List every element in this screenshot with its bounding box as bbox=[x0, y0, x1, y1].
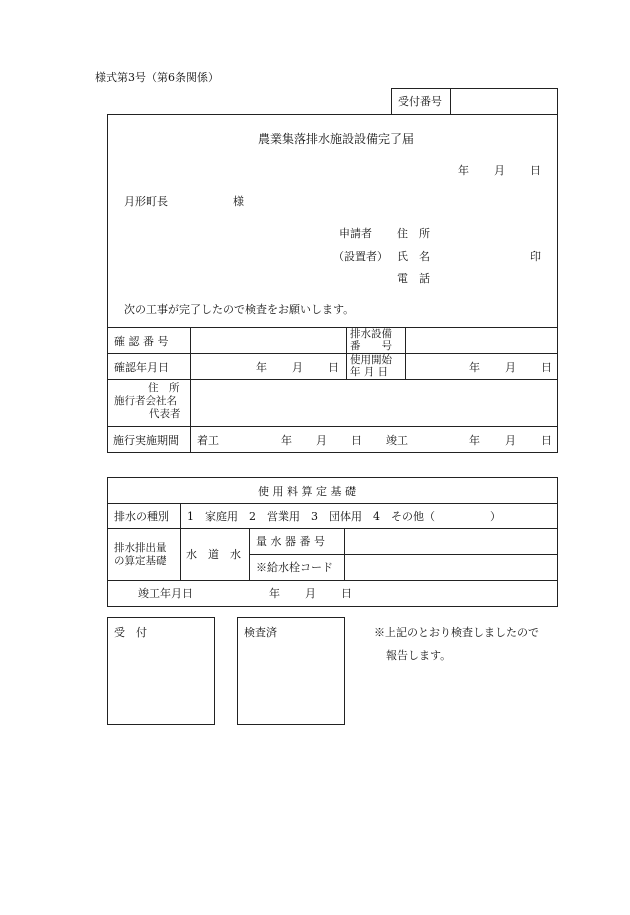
installer-label: （設置者） bbox=[333, 250, 388, 263]
end-month: 月 bbox=[505, 434, 516, 447]
date-day: 日 bbox=[530, 164, 541, 177]
tap-code-label: ※給水栓コード bbox=[256, 561, 333, 574]
addressee-name: 月形町長 bbox=[124, 195, 168, 208]
calc-basis-label-1: 排水排出量 bbox=[114, 542, 167, 554]
form-title: 農業集落排水施設設備完了届 bbox=[258, 132, 415, 146]
usage-fee-title: 使 用 料 算 定 基 礎 bbox=[258, 485, 356, 498]
period-label: 施行実施期間 bbox=[113, 434, 179, 447]
use-start-year: 年 bbox=[469, 361, 480, 374]
start-label: 着工 bbox=[197, 434, 219, 447]
start-day: 日 bbox=[351, 434, 362, 447]
drain-equip-number-label-2: 番 号 bbox=[350, 340, 392, 352]
drain-type-label: 排水の種別 bbox=[114, 510, 169, 523]
end-label: 竣工 bbox=[386, 434, 408, 447]
confirm-date-day: 日 bbox=[328, 361, 339, 374]
use-start-day: 日 bbox=[541, 361, 552, 374]
completion-date-label: 竣工年月日 bbox=[138, 587, 193, 600]
completion-date-day: 日 bbox=[341, 587, 352, 600]
inspected-label: 検査済 bbox=[244, 626, 277, 639]
use-start-label-2: 年 月 日 bbox=[350, 366, 389, 378]
date-year: 年 bbox=[458, 164, 469, 177]
use-start-label-1: 使用開始 bbox=[350, 354, 392, 366]
end-day: 日 bbox=[541, 434, 552, 447]
confirm-date-year: 年 bbox=[256, 361, 267, 374]
calc-basis-label-2: の算定基礎 bbox=[114, 555, 167, 567]
name-label: 氏 名 bbox=[397, 250, 430, 263]
start-year: 年 bbox=[281, 434, 292, 447]
meter-number-label: 量 水 器 番 号 bbox=[256, 535, 325, 548]
request-text: 次の工事が完了したので検査をお願いします。 bbox=[124, 303, 355, 316]
start-month: 月 bbox=[316, 434, 327, 447]
seal-mark: 印 bbox=[530, 250, 541, 263]
drain-equip-number-label-1: 排水設備 bbox=[350, 328, 392, 340]
use-start-month: 月 bbox=[505, 361, 516, 374]
report-note-1: ※上記のとおり検査しましたので bbox=[374, 626, 539, 639]
contractor-rep-label: 代表者 bbox=[149, 408, 181, 420]
water-label: 水 道 水 bbox=[186, 548, 241, 561]
date-month: 月 bbox=[494, 164, 505, 177]
contractor-address-label: 住 所 bbox=[148, 382, 180, 394]
reception-label: 受 付 bbox=[114, 626, 147, 639]
confirm-date-label: 確認年月日 bbox=[114, 361, 169, 374]
phone-label: 電 話 bbox=[397, 272, 430, 285]
contractor-company-label: 施行者会社名 bbox=[114, 395, 177, 407]
receipt-number-label: 受付番号 bbox=[398, 95, 442, 108]
drain-type-options: 1 家庭用 2 営業用 3 団体用 4 その他（ ） bbox=[187, 510, 501, 523]
applicant-label: 申請者 bbox=[339, 227, 372, 240]
completion-date-month: 月 bbox=[305, 587, 316, 600]
form-id: 様式第3号（第6条関係） bbox=[95, 71, 219, 84]
end-year: 年 bbox=[469, 434, 480, 447]
confirm-number-label: 確 認 番 号 bbox=[114, 335, 169, 348]
address-label: 住 所 bbox=[397, 227, 430, 240]
completion-date-year: 年 bbox=[269, 587, 280, 600]
confirm-date-month: 月 bbox=[292, 361, 303, 374]
addressee-honorific: 様 bbox=[233, 195, 244, 208]
report-note-2: 報告します。 bbox=[386, 649, 452, 662]
